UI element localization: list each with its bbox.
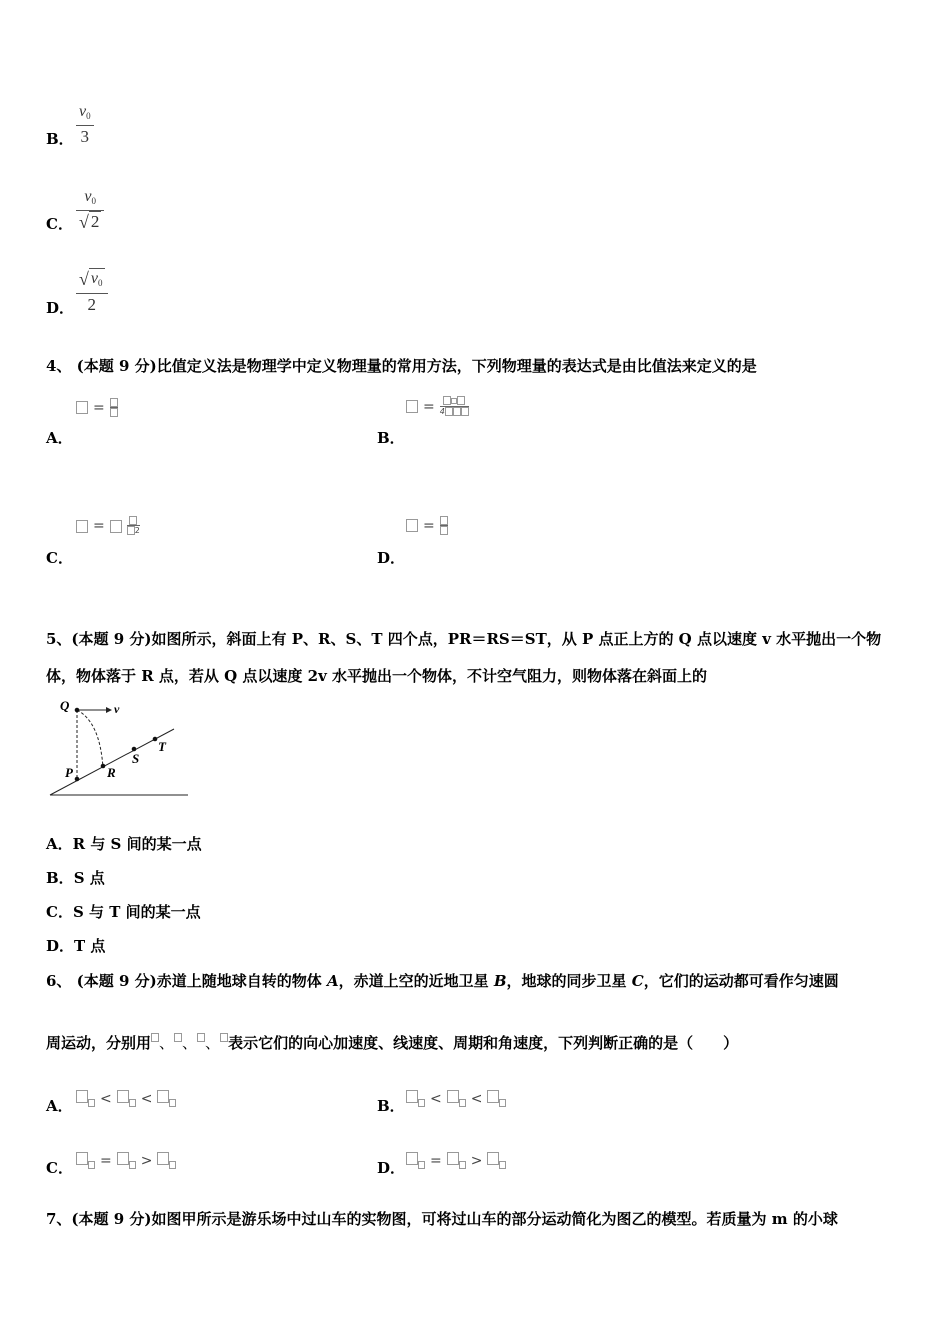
q4-option-a-formula: = [76,398,118,417]
q4-option-c-formula: = 2 [76,516,140,536]
label-p: P [65,765,73,780]
q5-stem-line1: 5、(本题 9 分)如图所示，斜面上有 P、R、S、T 四个点，PR＝RS＝ST，从 P 点正上方的 Q 点以速度 v 水平抛出一个物 [46,630,882,648]
q3-option-b-formula: $\frac{v_0}{3}$ [76,103,94,148]
q6-option-d-label: D． [377,1159,406,1177]
q7-stem: 7、(本题 9 分)如图甲所示是游乐场中过山车的实物图，可将过山车的部分运动简化为图乙的模型。若质量为 m 的小球 [46,1210,838,1228]
q6-stem-line1: 6、 (本题 9 分)赤道上随地球自转的物体 A，赤道上空的近地卫星 B，地球的同步卫星 C，它们的运动都可看作匀速圆 [46,972,839,990]
q3-option-b-label: B． [46,130,74,148]
q5-stem-line2: 体，物体落于 R 点，若从 Q 点以速度 2v 水平抛出一个物体，不计空气阻力，则物体落在斜面上的 [46,667,708,685]
q4-option-a-label: A． [46,429,73,447]
point-q [75,708,80,713]
q4-option-b-label: B． [377,429,405,447]
point-p [75,777,80,782]
q6-option-b-formula: < < [406,1090,506,1107]
label-v: v [114,702,120,716]
q4-option-b-formula: = 4 [406,396,469,417]
q4-stem: 4、 (本题 9 分)比值定义法是物理学中定义物理量的常用方法，下列物理量的表达式是由比值法来定义的是 [46,357,757,375]
label-t: T [158,739,166,754]
q6-option-b-label: B． [377,1097,405,1115]
q5-option-d: D．T 点 [46,937,106,955]
q3-option-d-formula: √ $v_0$ 2 [76,268,108,316]
q6-option-d-formula: = > [406,1152,506,1169]
q5-option-b: B．S 点 [46,869,105,887]
label-r: R [107,765,116,780]
q3-option-c-label: C． [46,215,73,233]
q5-option-c: C．S 与 T 间的某一点 [46,903,201,921]
q6-option-a-label: A． [46,1097,73,1115]
q3-option-d-label: D． [46,299,75,317]
q6-stem-line2: 周运动，分别用 、 、 、 表示它们的向心加速度、线速度、周期和角速度，下列判断正确的是（ ） [46,1034,739,1052]
q6-option-c-formula: = > [76,1152,176,1169]
velocity-arrowhead [106,707,112,713]
q6-option-a-formula: < < [76,1090,176,1107]
q4-option-c-label: C． [46,549,73,567]
q4-option-d-label: D． [377,549,406,567]
q5-incline-figure [40,692,200,802]
point-t [153,737,158,742]
q6-option-c-label: C． [46,1159,73,1177]
q4-option-d-formula: = [406,516,448,535]
point-r [101,764,106,769]
q3-option-c-formula: $v_0$ √ 2 [76,188,104,234]
trajectory-curve [77,710,103,768]
label-s: S [132,751,140,766]
label-q: Q [60,698,70,713]
q5-option-a: A．R 与 S 间的某一点 [46,835,202,853]
